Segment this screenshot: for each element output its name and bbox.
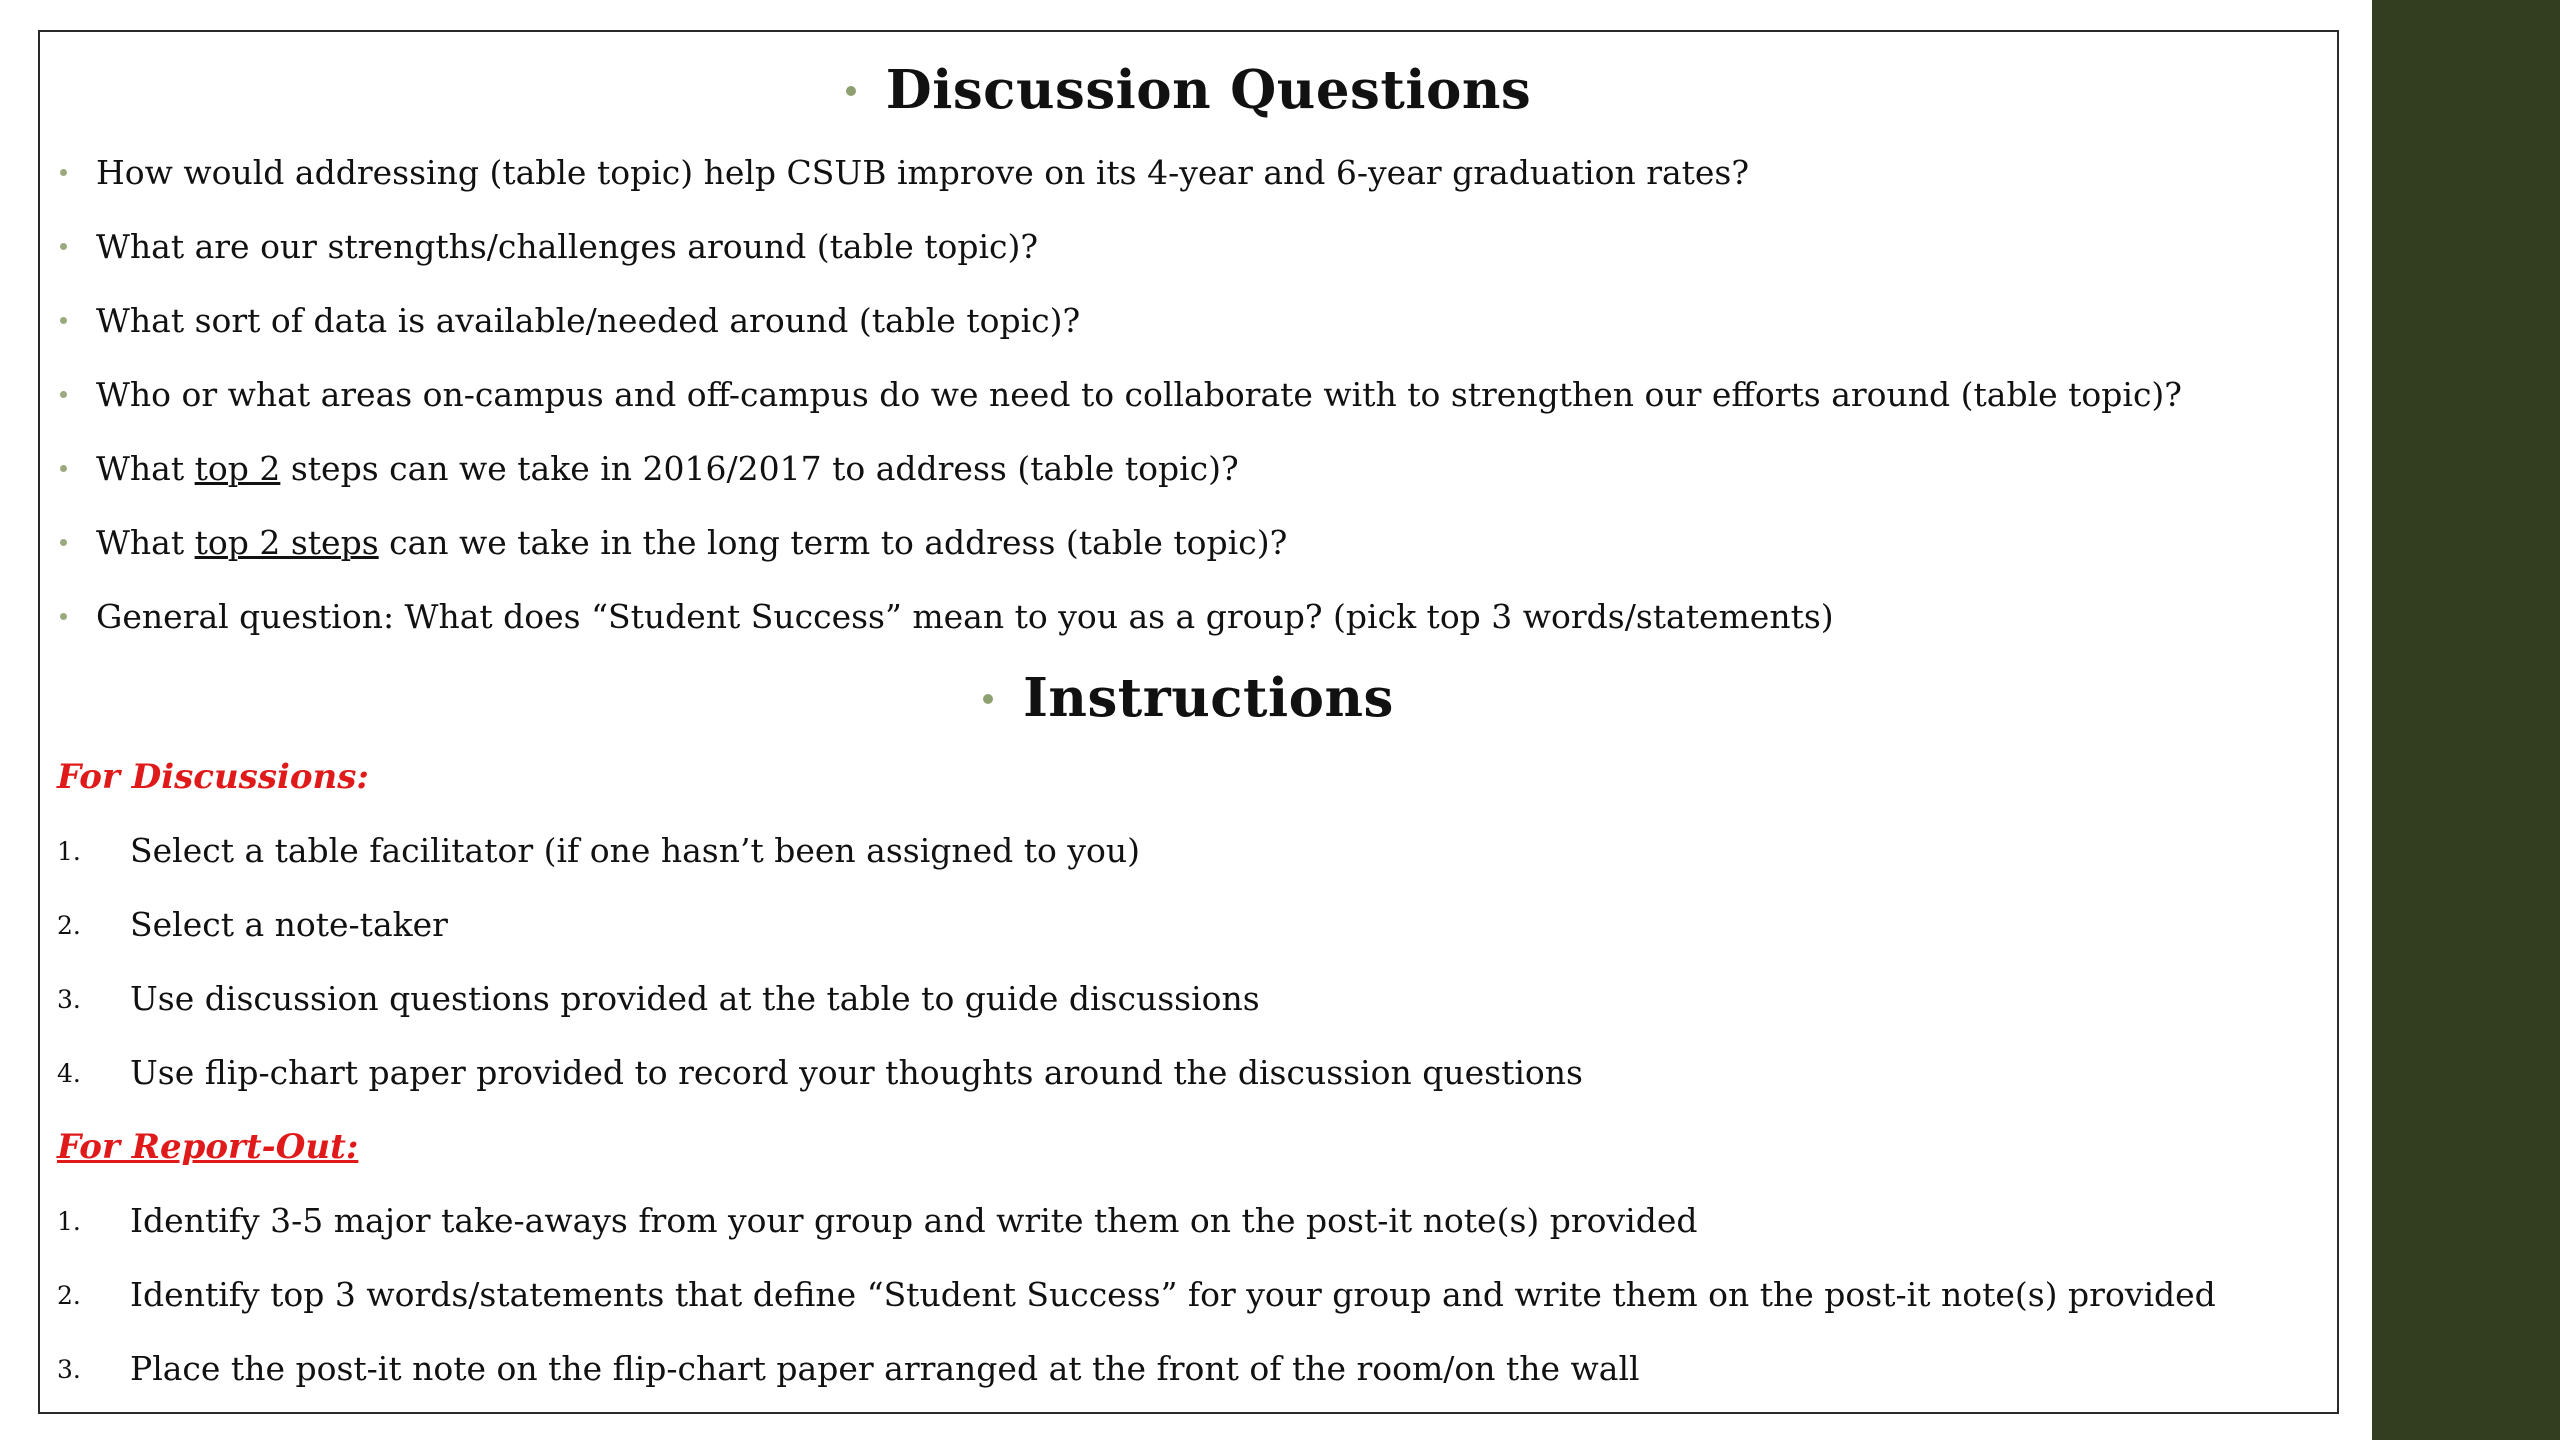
for-report-out-label: For Report-Out:	[57, 1127, 359, 1167]
decorative-side-band	[2372, 0, 2560, 1440]
bullet-dot-icon	[846, 86, 856, 96]
item-number: 3.	[57, 985, 81, 1014]
question-text	[96, 148, 1749, 198]
report-text: Place the post-it note on the flip-chart paper arranged at the front of the room/on the wall	[130, 1349, 1640, 1388]
question-text	[96, 222, 1038, 272]
bullet-dot-icon	[60, 243, 67, 250]
question-text	[96, 518, 1287, 568]
bullet-dot-icon	[60, 317, 67, 324]
item-number: 2.	[57, 1281, 81, 1310]
discussion-questions-heading	[40, 60, 2337, 120]
bullet-dot-icon	[60, 613, 67, 620]
question-text-part: What sort of data is available/needed around (table topic)?	[96, 301, 1081, 340]
for-discussions-label: For Discussions:	[57, 757, 369, 797]
discussion-questions-title: Discussion Questions	[885, 59, 1532, 121]
instructions-title: Instructions	[1023, 667, 1394, 729]
instruction-text: Select a note-taker	[130, 905, 448, 944]
item-number: 1.	[57, 1207, 81, 1236]
item-number: 2.	[57, 911, 81, 940]
item-number: 1.	[57, 837, 81, 866]
bullet-dot-icon	[60, 465, 67, 472]
question-text-part: can we take in the long term to address (table topic)?	[378, 523, 1288, 562]
question-text	[96, 296, 1080, 346]
question-text-underlined: top 2	[194, 449, 281, 488]
bullet-dot-icon	[60, 391, 67, 398]
bullet-dot-icon	[60, 539, 67, 546]
question-text-part: Who or what areas on-campus and off-campus do we need to collaborate with to strengthen our efforts around (table topic)?	[96, 375, 2182, 414]
instruction-text: Use discussion questions provided at the table to guide discussions	[130, 979, 1260, 1018]
item-number: 4.	[57, 1059, 81, 1088]
question-text	[96, 370, 2182, 420]
content-box	[38, 30, 2339, 1414]
instruction-text: Use flip-chart paper provided to record your thoughts around the discussion questions	[130, 1053, 1583, 1092]
report-text: Identify top 3 words/statements that define “Student Success” for your group and write them on the post-it note(s) provided	[130, 1275, 2216, 1314]
question-text-part: What	[96, 523, 195, 562]
question-text-underlined: top 2 steps	[194, 523, 379, 562]
question-text	[96, 592, 1834, 642]
report-text: Identify 3-5 major take-aways from your group and write them on the post-it note(s) provided	[130, 1201, 1698, 1240]
question-text-part: What are our strengths/challenges around (table topic)?	[96, 227, 1039, 266]
bullet-dot-icon	[60, 169, 67, 176]
item-number: 3.	[57, 1355, 81, 1384]
instruction-text: Select a table facilitator (if one hasn’t been assigned to you)	[130, 831, 1141, 870]
instructions-heading	[40, 668, 2337, 728]
question-text-part: steps can we take in 2016/2017 to address (table topic)?	[280, 449, 1239, 488]
question-text-part: What	[96, 449, 195, 488]
bullet-dot-icon	[983, 694, 993, 704]
question-text-part: General question: What does “Student Success” mean to you as a group? (pick top 3 words/statements)	[96, 597, 1834, 636]
question-text-part: How would addressing (table topic) help CSUB improve on its 4-year and 6-year graduation rates?	[96, 153, 1750, 192]
question-text	[96, 444, 1239, 494]
